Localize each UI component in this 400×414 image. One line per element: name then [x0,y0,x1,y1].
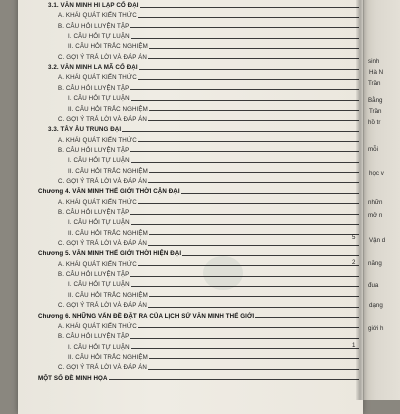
toc-entry-label: C. GỢI Ý TRẢ LỜI VÀ ĐÁP ÁN [58,115,147,123]
toc-entry [18,123,363,133]
toc-entry-label: B. CÂU HỎI LUYỆN TẬP [58,333,130,341]
toc-entry [18,299,363,309]
toc-entry [18,258,363,268]
toc-entry [18,216,363,226]
toc-page [18,0,363,414]
page-number: 2 [352,259,356,266]
toc-entry-label: I. CÂU HỎI TỰ LUẬN [68,95,130,103]
leader-line [131,224,359,225]
toc-entry-label: I. CÂU HỎI TỰ LUẬN [68,219,130,227]
leader-line [130,338,359,339]
toc-entry-label: I. CÂU HỎI TỰ LUẬN [68,343,130,351]
leader-line [130,214,359,215]
toc-entry-label: Chương 5. VĂN MINH THẾ GIỚI THỜI HIỆN ĐẠI [38,250,182,258]
leader-line [138,17,359,18]
toc-entry-label: C. GỢI Ý TRẢ LỜI VÀ ĐÁP ÁN [58,53,147,61]
toc-entry-label: B. CÂU HỎI LUYỆN TẬP [58,146,130,154]
right-page-fragment: Hà N [369,69,384,76]
right-page-fragment: dạng [369,302,383,309]
leader-line [182,255,359,256]
toc-entry-label: A. KHÁI QUÁT KIẾN THỨC [58,74,137,82]
toc-entry-label: C. GỢI Ý TRẢ LỜI VÀ ĐÁP ÁN [58,364,147,372]
toc-entry [18,289,363,299]
toc-entry [18,40,363,50]
right-page-fragment: Vận d [369,237,386,244]
right-page-fragment: năng [368,260,382,267]
leader-line [138,79,359,80]
leader-line [149,110,359,111]
toc-entry [18,247,363,257]
toc-entry [18,372,363,382]
leader-line [148,182,359,183]
right-page-fragment: giới h [368,325,384,332]
leader-line [148,307,359,308]
right-page-fragment: nhữn [368,199,383,206]
leader-line [148,120,359,121]
leader-line [255,317,359,318]
leader-line [148,58,359,59]
toc-entry [18,92,363,102]
toc-entry-label: II. CÂU HỎI TRẮC NGHIỆM [68,167,148,175]
toc-entry-label: II. CÂU HỎI TRẮC NGHIỆM [68,229,148,237]
toc-entry-label: C. GỢI Ý TRẢ LỜI VÀ ĐÁP ÁN [58,302,147,310]
leader-line [138,265,359,266]
toc-entry-label: A. KHÁI QUÁT KIẾN THỨC [58,198,137,206]
toc-entry [18,361,363,371]
leader-line [130,276,359,277]
leader-line [131,162,359,163]
toc-entry [18,185,363,195]
toc-entry-label: I. CÂU HỎI TỰ LUẬN [68,281,130,289]
toc-entry [18,320,363,330]
right-page-fragment: Bằng [368,97,383,104]
toc-entry [18,144,363,154]
table-of-contents [18,0,363,414]
leader-line [181,193,359,194]
toc-entry-label: Chương 6. NHỮNG VẤN ĐỀ ĐẶT RA CỦA LỊCH SỬ VĂN MINH THẾ GIỚI [38,312,255,320]
leader-line [138,327,359,328]
toc-entry [18,30,363,40]
toc-entry [18,268,363,278]
leader-line [130,151,359,152]
toc-entry [18,341,363,351]
right-page-fragment: mở n [368,212,383,219]
toc-entry [18,175,363,185]
leader-line [139,69,359,70]
toc-entry-label: MỘT SỐ ĐỀ MINH HỌA [38,374,108,382]
right-page-fragment: Trần [369,108,382,115]
toc-entry [18,237,363,247]
toc-entry [18,0,363,9]
page-number: 1 [352,342,356,349]
toc-entry-label: Chương 4. VĂN MINH THẾ GIỚI THỜI CẬN ĐẠI [38,188,180,196]
toc-entry [18,165,363,175]
toc-entry-label: B. CÂU HỎI LUYỆN TẬP [58,22,130,30]
leader-line [122,131,359,132]
toc-entry-label: 3.1. VĂN MINH HI LẠP CỔ ĐẠI [48,2,139,9]
toc-entry-label: II. CÂU HỎI TRẮC NGHIỆM [68,43,148,51]
toc-entry [18,206,363,216]
toc-entry [18,71,363,81]
toc-entry-label: A. KHÁI QUÁT KIẾN THỨC [58,136,137,144]
toc-entry [18,113,363,123]
toc-entry [18,196,363,206]
leader-line [149,234,359,235]
right-page-fragment: mỗi [368,146,378,153]
leader-line [131,100,359,101]
leader-line [131,348,359,349]
leader-line [149,172,359,173]
toc-entry-label: C. GỢI Ý TRẢ LỜI VÀ ĐÁP ÁN [58,240,147,248]
toc-entry-label: 3.2. VĂN MINH LA MÃ CỔ ĐẠI [48,64,138,72]
leader-line [109,379,359,380]
toc-entry [18,310,363,320]
toc-entry-label: B. CÂU HỎI LUYỆN TẬP [58,209,130,216]
toc-entry [18,351,363,361]
toc-entry [18,61,363,71]
toc-entry [18,82,363,92]
toc-entry [18,154,363,164]
toc-entry [18,9,363,19]
toc-entry [18,278,363,288]
toc-entry-label: B. CÂU HỎI LUYỆN TẬP [58,84,130,92]
right-page-fragment: sinh [368,58,380,65]
leader-line [138,203,359,204]
toc-entry-label: I. CÂU HỎI TỰ LUẬN [68,33,130,41]
right-page-fragment: học v [369,170,384,177]
toc-entry-label: A. KHÁI QUÁT KIẾN THỨC [58,322,137,330]
leader-line [148,369,359,370]
leader-line [149,296,359,297]
page-number: 5 [352,234,356,241]
toc-entry-label: B. CÂU HỎI LUYỆN TẬP [58,271,130,279]
toc-entry-label: A. KHÁI QUÁT KIẾN THỨC [58,260,137,268]
leader-line [149,48,359,49]
right-page-fragment: hồ tr [368,119,381,126]
toc-entry-label: II. CÂU HỎI TRẮC NGHIỆM [68,105,148,113]
leader-line [130,89,359,90]
toc-entry [18,134,363,144]
toc-entry-label: I. CÂU HỎI TỰ LUẬN [68,157,130,165]
toc-entry [18,227,363,237]
leader-line [130,27,359,28]
leader-line [140,7,359,8]
book-spine [356,0,364,400]
right-page-fragment: Trần [368,80,381,87]
toc-entry [18,51,363,61]
toc-entry [18,103,363,113]
toc-entry-label: 3.3. TÂY ÂU TRUNG ĐẠI [48,126,122,134]
toc-entry-label: C. GỢI Ý TRẢ LỜI VÀ ĐÁP ÁN [58,177,147,185]
toc-entry [18,330,363,340]
toc-entry-label: II. CÂU HỎI TRẮC NGHIỆM [68,353,148,361]
toc-entry-label: II. CÂU HỎI TRẮC NGHIỆM [68,291,148,299]
right-page-fragment: đua [368,282,379,289]
leader-line [149,358,359,359]
leader-line [131,38,359,39]
toc-entry [18,20,363,30]
leader-line [131,286,359,287]
leader-line [138,141,359,142]
leader-line [148,245,359,246]
toc-entry-label: A. KHÁI QUÁT KIẾN THỨC [58,12,137,20]
